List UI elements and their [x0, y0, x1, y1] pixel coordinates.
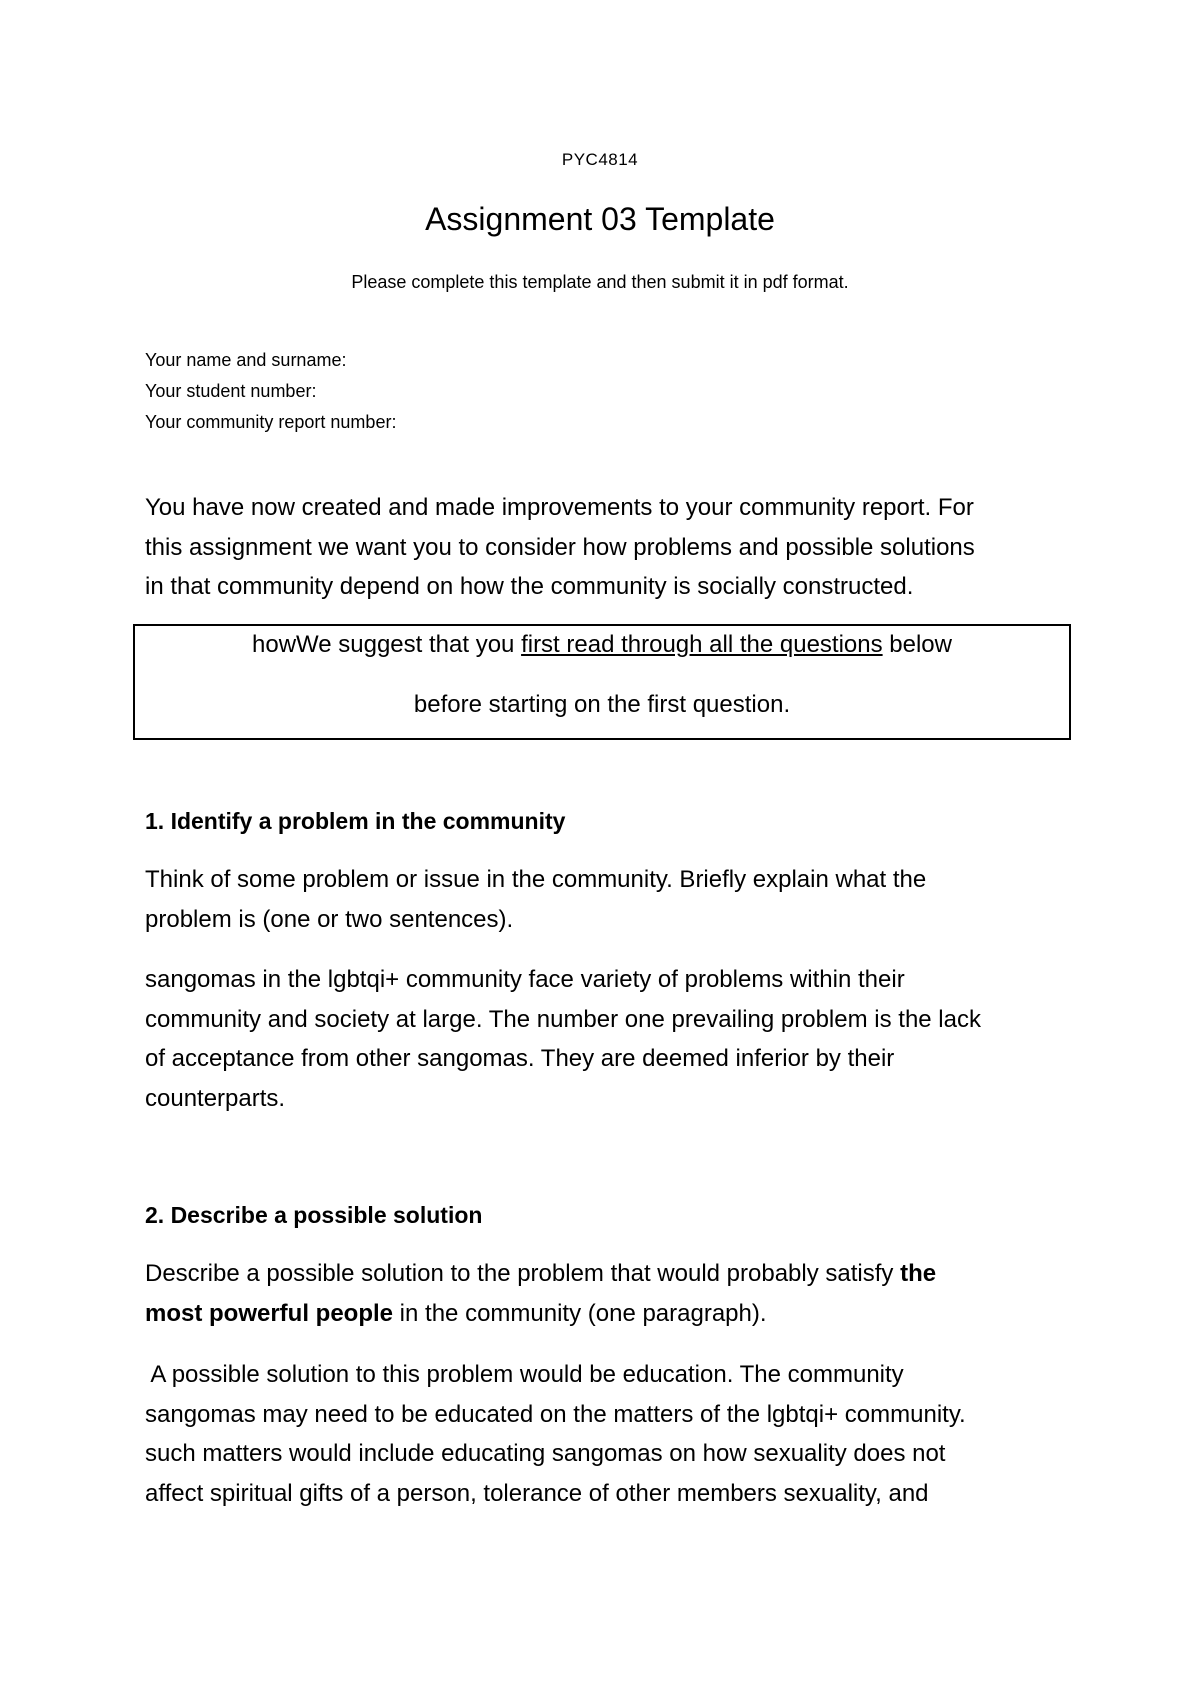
- prompt-line: Think of some problem or issue in the community. Briefly explain what the: [145, 866, 927, 893]
- answer-line: of acceptance from other sangomas. They are deemed inferior by their: [145, 1045, 895, 1072]
- prompt-bold-text: most powerful people: [145, 1299, 394, 1327]
- answer-line: community and society at large. The number one prevailing problem is the lack: [145, 1005, 981, 1033]
- student-number-field-label: Your student number:: [145, 381, 317, 401]
- report-number-field-label: Your community report number:: [145, 412, 397, 432]
- question-1-prompt: [145, 860, 926, 939]
- prompt-text: Describe a possible solution to the problem that would probably satisfy: [145, 1260, 901, 1287]
- prompt-bold-text: the: [900, 1260, 937, 1287]
- question-1-heading: 1. Identify a problem in the community: [145, 808, 566, 834]
- notice-text: howWe suggest that you: [252, 631, 522, 658]
- prompt-line: [145, 1254, 936, 1294]
- instruction-text: Please complete this template and then submit it in pdf format.: [351, 272, 849, 292]
- course-code: PYC4814: [561, 150, 639, 169]
- intro-line: this assignment we want you to consider how problems and possible solutions: [145, 533, 975, 561]
- answer-line: such matters would include educating sangomas on how sexuality does not: [145, 1440, 946, 1467]
- name-field-label: Your name and surname:: [145, 350, 347, 370]
- notice-box: [133, 624, 1071, 740]
- notice-text: below: [882, 631, 952, 658]
- answer-line: affect spiritual gifts of a person, tolerance of other members sexuality, and: [145, 1479, 929, 1507]
- prompt-text: in the community (one paragraph).: [393, 1299, 767, 1327]
- notice-line-1: [135, 631, 1069, 659]
- intro-line: in that community depend on how the community is socially constructed.: [145, 573, 914, 600]
- notice-underlined-text: first read through all the questions: [521, 631, 883, 658]
- question-2-heading: 2. Describe a possible solution: [145, 1202, 483, 1228]
- prompt-line: problem is (one or two sentences).: [145, 905, 514, 933]
- answer-line: counterparts.: [145, 1084, 286, 1112]
- intro-paragraph: [145, 488, 975, 607]
- question-2-answer: [145, 1355, 966, 1513]
- answer-line: sangomas in the lgbtqi+ community face variety of problems within their: [145, 966, 905, 993]
- answer-line: A possible solution to this problem would be education. The community: [145, 1361, 904, 1388]
- question-2-prompt: [145, 1254, 936, 1333]
- prompt-line: [145, 1294, 936, 1334]
- page-title: Assignment 03 Template: [425, 201, 775, 237]
- notice-line-2: before starting on the first question.: [413, 691, 791, 718]
- question-1-answer: [145, 960, 981, 1118]
- intro-line: You have now created and made improvements to your community report. For: [145, 494, 974, 521]
- answer-line: sangomas may need to be educated on the matters of the lgbtqi+ community.: [145, 1400, 966, 1428]
